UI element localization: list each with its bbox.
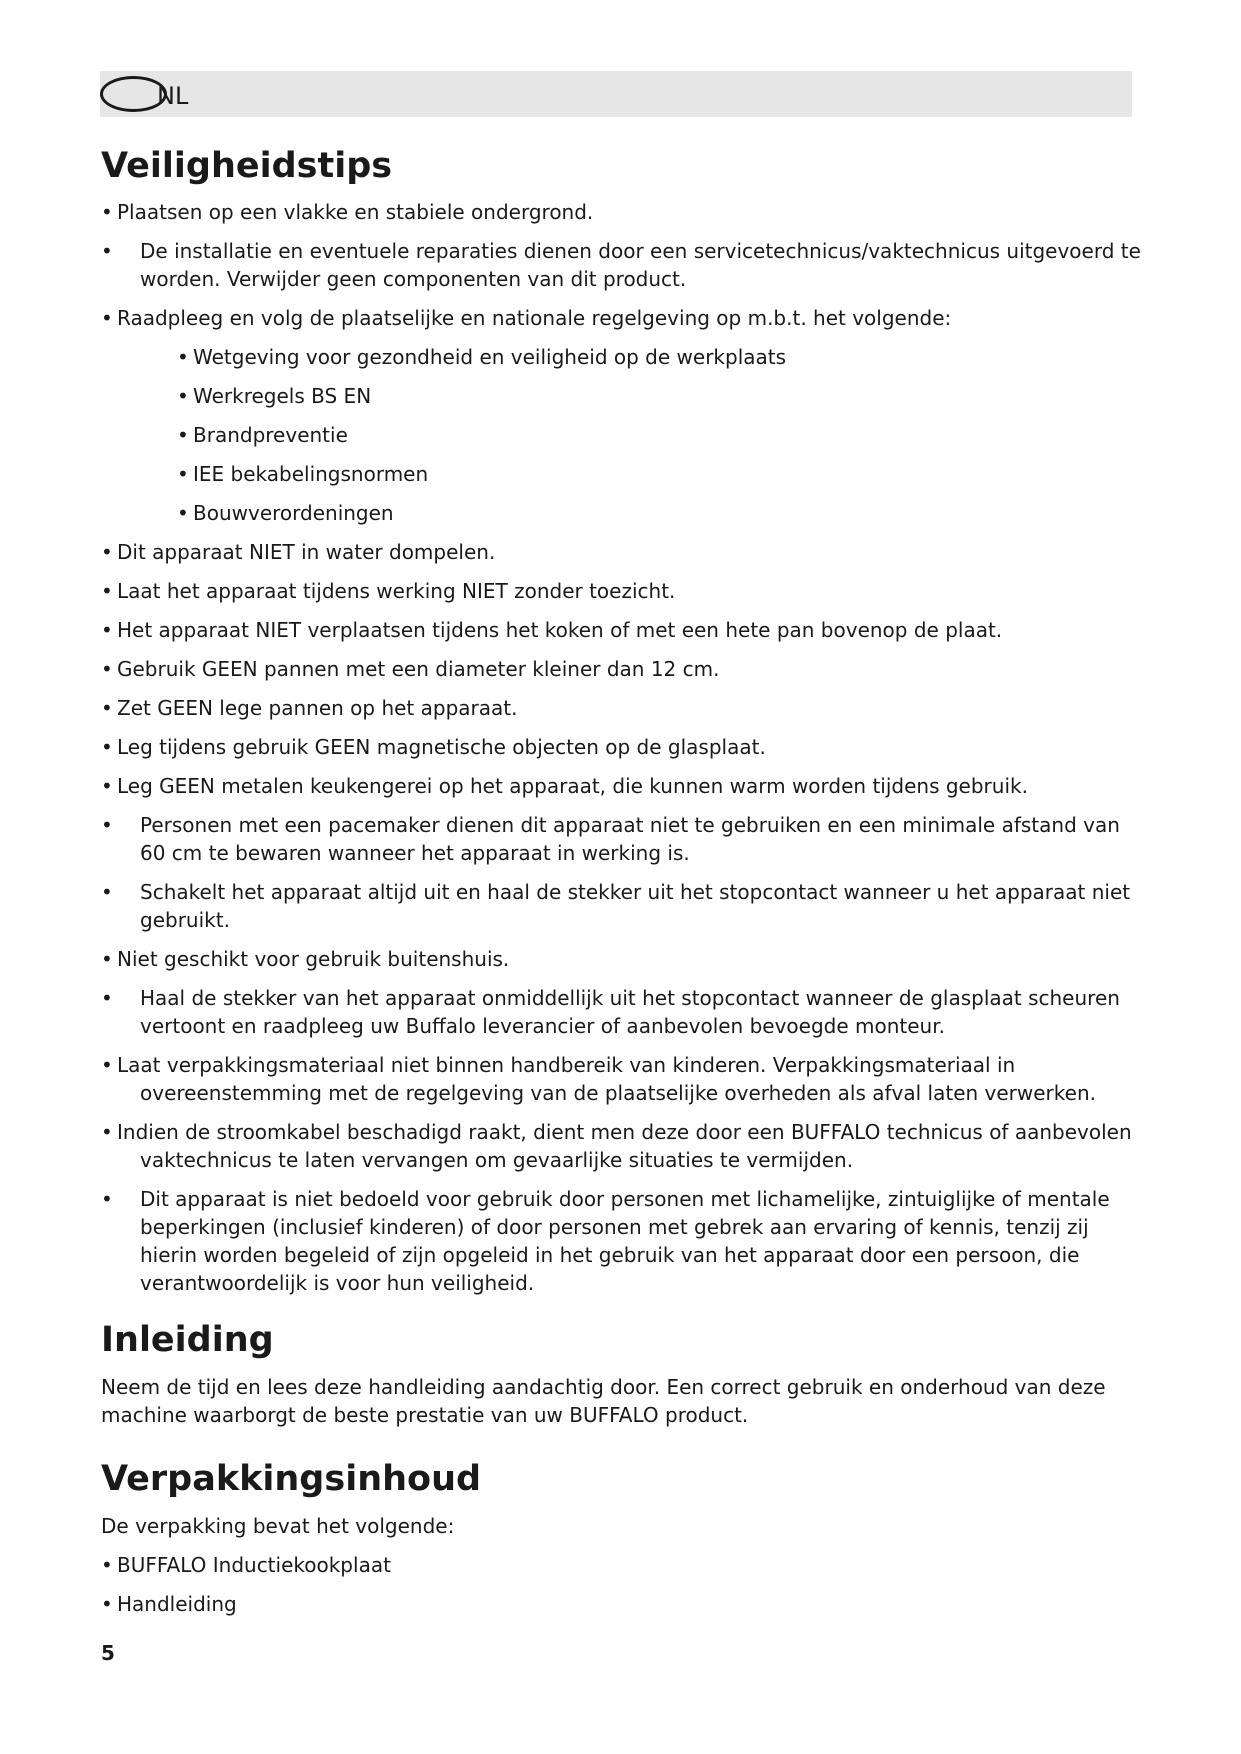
regulation-item: • IEE bekabelingsnormen <box>177 460 1141 488</box>
safety-item-text: Raadpleeg en volg de plaatselijke en nationale regelgeving op m.b.t. het volgende: <box>117 306 952 330</box>
safety-item: • De installatie en eventuele reparaties dienen door een servicetechnicus/vaktechnicus uitgevoerd te worden. Verwijder geen componenten van dit product. <box>101 237 1141 293</box>
regulation-item: • Bouwverordeningen <box>177 499 1141 527</box>
language-code: NL <box>157 82 189 110</box>
intro-text: Neem de tijd en lees deze handleiding aandachtig door. Een correct gebruik en onderhoud van deze machine waarborgt de beste prestatie van uw BUFFALO product. <box>101 1375 1106 1427</box>
regulation-item: • Wetgeving voor gezondheid en veiligheid op de werkplaats <box>177 343 1141 371</box>
safety-item: • Schakelt het apparaat altijd uit en haal de stekker uit het stopcontact wanneer u het apparaat niet gebruikt. <box>101 878 1141 934</box>
safety-item: • Zet GEEN lege pannen op het apparaat. <box>101 694 1141 722</box>
intro-title: Inleiding <box>101 1320 274 1360</box>
safety-item: • Gebruik GEEN pannen met een diameter kleiner dan 12 cm. <box>101 655 1141 683</box>
safety-item-line: vaktechnicus te laten vervangen om gevaarlijke situaties te vermijden. <box>140 1148 854 1172</box>
safety-item-line: overeenstemming met de regelgeving van de plaatselijke overheden als afval laten verwerken. <box>140 1081 1096 1105</box>
safety-title: Veiligheidstips <box>101 146 393 186</box>
safety-item: • Leg GEEN metalen keukengerei op het apparaat, die kunnen warm worden tijdens gebruik. <box>101 772 1141 800</box>
safety-item: • Het apparaat NIET verplaatsen tijdens het koken of met een hete pan bovenop de plaat. <box>101 616 1141 644</box>
safety-item-line: • Indien de stroomkabel beschadigd raakt, dient men deze door een BUFFALO technicus of aanbevolen <box>117 1120 1132 1144</box>
safety-item: • Dit apparaat is niet bedoeld voor gebruik door personen met lichamelijke, zintuiglijke of mentale beperkingen (inclusief kinderen) of door personen met gebrek aan ervaring of kennis, tenzij zij hierin worden begeleid of zijn opgeleid in het gebruik van het apparaat door een persoon, die verantwoordelijk is voor hun veiligheid. <box>101 1185 1141 1297</box>
safety-item: • Plaatsen op een vlakke en stabiele ondergrond. <box>101 198 1141 226</box>
safety-item: • Leg tijdens gebruik GEEN magnetische objecten op de glasplaat. <box>101 733 1141 761</box>
safety-item <box>101 1118 1141 1174</box>
regulation-list <box>177 343 1141 527</box>
contents-list <box>101 1551 391 1629</box>
safety-item: • Dit apparaat NIET in water dompelen. <box>101 538 1141 566</box>
safety-item <box>101 304 1141 527</box>
page-number: 5 <box>101 1641 115 1665</box>
regulation-item: • Brandpreventie <box>177 421 1141 449</box>
safety-item-line: • Laat verpakkingsmateriaal niet binnen handbereik van kinderen. Verpakkingsmateriaal in <box>117 1053 1016 1077</box>
safety-item: • Haal de stekker van het apparaat onmiddellijk uit het stopcontact wanneer de glasplaat scheuren vertoont en raadpleeg uw Buffalo leverancier of aanbevolen bevoegde monteur. <box>101 984 1141 1040</box>
safety-item: • Niet geschikt voor gebruik buitenshuis. <box>101 945 1141 973</box>
safety-item: • Laat het apparaat tijdens werking NIET zonder toezicht. <box>101 577 1141 605</box>
safety-item <box>101 1051 1141 1107</box>
contents-title: Verpakkingsinhoud <box>101 1459 482 1499</box>
regulation-item: • Werkregels BS EN <box>177 382 1141 410</box>
safety-list <box>101 198 1141 1308</box>
contents-intro: De verpakking bevat het volgende: <box>101 1514 455 1538</box>
contents-item: • Handleiding <box>101 1590 391 1618</box>
language-bar <box>100 71 1132 117</box>
safety-item: • Personen met een pacemaker dienen dit apparaat niet te gebruiken en een minimale afstand van 60 cm te bewaren wanneer het apparaat in werking is. <box>101 811 1141 867</box>
contents-item: • BUFFALO Inductiekookplaat <box>101 1551 391 1579</box>
